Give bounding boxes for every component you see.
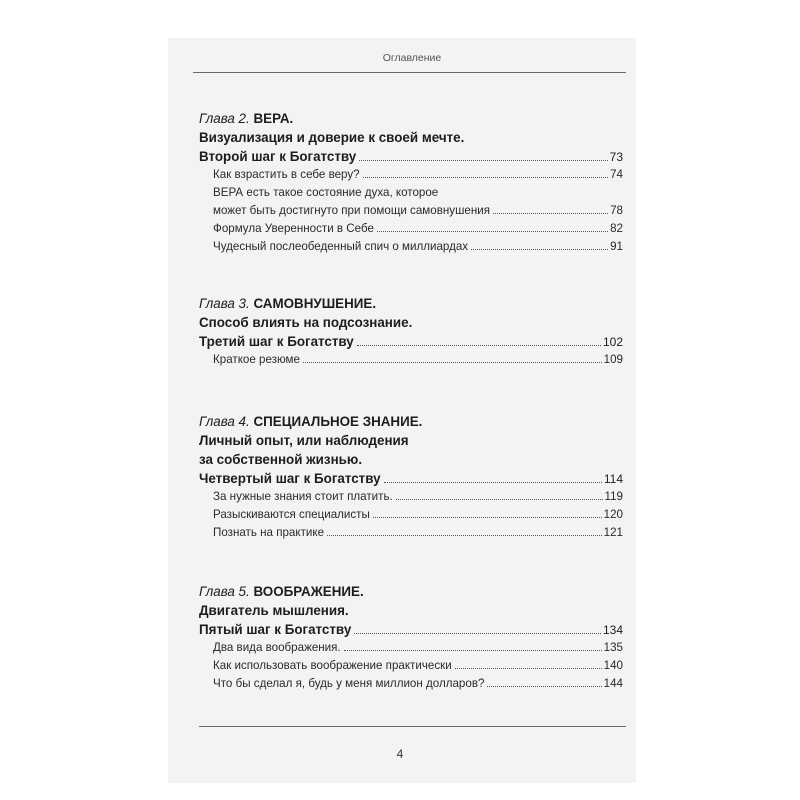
toc-entry[interactable] <box>199 488 623 506</box>
chapter-name: САМОВНУШЕНИЕ. <box>253 296 377 311</box>
chapter-subtitle: за собственной жизнью. <box>199 452 363 467</box>
dot-leader <box>487 686 601 687</box>
entry-title: Чудесный послеобеденный спич о миллиардах <box>213 240 469 253</box>
toc-entry-step[interactable] <box>199 147 623 166</box>
entry-title: Краткое резюме <box>213 353 300 366</box>
toc-entry-step[interactable] <box>199 332 623 351</box>
page-ref: 120 <box>603 508 623 521</box>
running-head: Оглавление <box>382 52 442 64</box>
page-ref: 144 <box>603 677 623 690</box>
page-ref: 73 <box>609 150 623 164</box>
chapter-label: Глава 2. <box>199 111 250 126</box>
chapter-5 <box>199 582 623 693</box>
footer-rule <box>199 726 626 727</box>
dot-leader <box>344 650 602 651</box>
entry-title: Второй шаг к Богатству <box>199 149 357 164</box>
chapter-subtitle: Двигатель мышления. <box>199 603 349 618</box>
chapter-name: ВЕРА. <box>253 111 294 126</box>
dot-leader <box>377 231 608 232</box>
dot-leader <box>357 345 601 346</box>
toc-entry[interactable] <box>199 675 623 693</box>
dot-leader <box>384 482 602 483</box>
toc-entry[interactable] <box>199 506 623 524</box>
dot-leader <box>359 160 607 161</box>
toc-entry[interactable] <box>199 166 623 184</box>
toc-entry[interactable] <box>199 524 623 542</box>
entry-title: Что бы сделал я, будь у меня миллион долларов? <box>213 677 485 690</box>
page-ref: 91 <box>610 240 623 253</box>
chapter-subtitle: Личный опыт, или наблюдения <box>199 433 409 448</box>
entry-title: Два вида воображения. <box>213 641 341 654</box>
dot-leader <box>373 517 602 518</box>
chapter-3 <box>199 294 623 369</box>
page-ref: 135 <box>603 641 623 654</box>
page-ref: 82 <box>610 222 623 235</box>
chapter-label: Глава 3. <box>199 296 250 311</box>
page-number: 4 <box>396 747 404 761</box>
chapter-label: Глава 5. <box>199 584 250 599</box>
entry-title: За нужные знания стоит платить. <box>213 490 393 503</box>
chapter-heading <box>199 109 623 128</box>
page-ref: 78 <box>610 204 623 217</box>
chapter-heading <box>199 582 623 601</box>
page-ref: 114 <box>603 472 623 486</box>
entry-title: может быть достигнуто при помощи самовнушения <box>213 204 490 217</box>
chapter-label: Глава 4. <box>199 414 250 429</box>
toc-entry[interactable] <box>199 220 623 238</box>
page-ref: 134 <box>602 623 623 637</box>
dot-leader <box>455 668 602 669</box>
toc-entry-line[interactable]: ВЕРА есть такое состояние духа, которое <box>213 186 439 199</box>
toc-entry-step[interactable] <box>199 620 623 639</box>
dot-leader <box>363 177 608 178</box>
dot-leader <box>327 535 602 536</box>
page-ref: 74 <box>610 168 623 181</box>
entry-title: Четвертый шаг к Богатству <box>199 471 381 486</box>
dot-leader <box>354 633 601 634</box>
dot-leader <box>471 249 608 250</box>
page-ref: 121 <box>603 526 623 539</box>
chapter-name: ВООБРАЖЕНИЕ. <box>253 584 364 599</box>
entry-title: Познать на практике <box>213 526 325 539</box>
header-rule <box>193 72 626 73</box>
entry-title: Третий шаг к Богатству <box>199 334 354 349</box>
chapter-subtitle: Способ влиять на подсознание. <box>199 315 413 330</box>
chapter-4 <box>199 412 623 542</box>
chapter-name: СПЕЦИАЛЬНОЕ ЗНАНИЕ. <box>253 414 423 429</box>
chapter-subtitle: Визуализация и доверие к своей мечте. <box>199 130 465 145</box>
dot-leader <box>303 362 602 363</box>
entry-title: Разыскиваются специалисты <box>213 508 370 521</box>
chapter-2 <box>199 109 623 256</box>
toc-entry[interactable] <box>199 202 623 220</box>
dot-leader <box>493 213 608 214</box>
dot-leader <box>396 499 603 500</box>
toc-entry[interactable] <box>199 351 623 369</box>
toc-entry[interactable] <box>199 238 623 256</box>
toc-entry-step[interactable] <box>199 469 623 488</box>
chapter-heading <box>199 412 623 431</box>
page-ref: 140 <box>603 659 623 672</box>
entry-title: Как использовать воображение практически <box>213 659 452 672</box>
toc-entry[interactable] <box>199 657 623 675</box>
toc-entry[interactable] <box>199 639 623 657</box>
entry-title: Как взрастить в себе веру? <box>213 168 360 181</box>
chapter-heading <box>199 294 623 313</box>
entry-title: Пятый шаг к Богатству <box>199 622 352 637</box>
page-ref: 102 <box>602 335 623 349</box>
entry-title: Формула Уверенности в Себе <box>213 222 374 235</box>
page-ref: 109 <box>603 353 623 366</box>
page-ref: 119 <box>604 490 623 503</box>
